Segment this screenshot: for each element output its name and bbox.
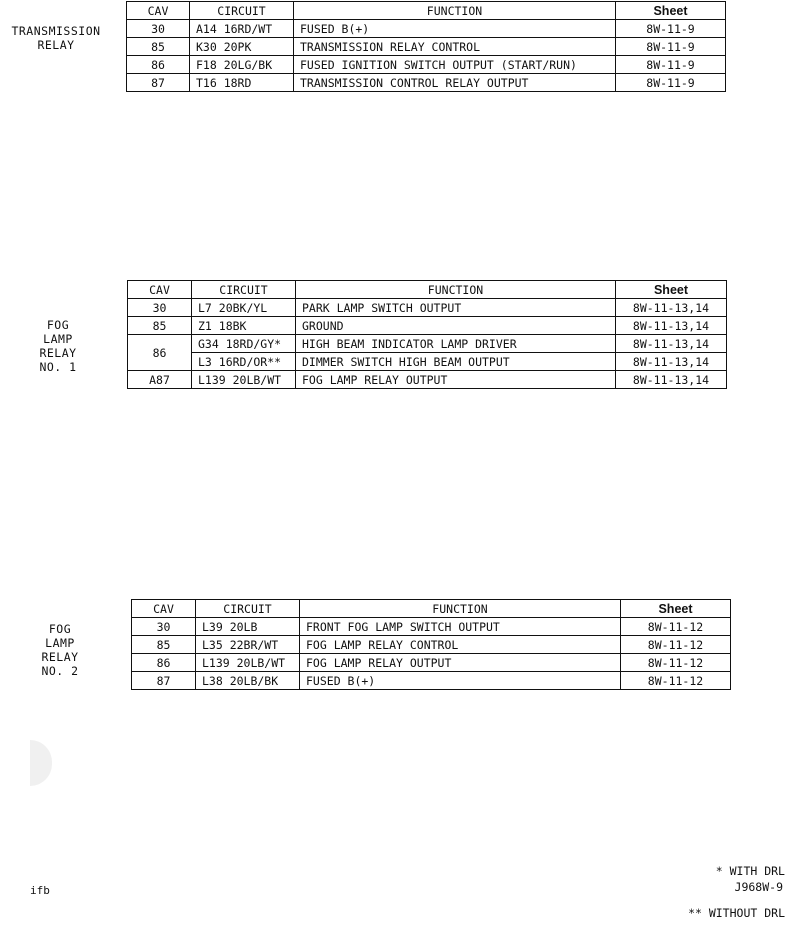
function-cell: TRANSMISSION RELAY CONTROL [294, 38, 616, 56]
sheet-cell: 8W-11-9 [616, 56, 726, 74]
sheet-cell: 8W-11-9 [616, 38, 726, 56]
function-cell: PARK LAMP SWITCH OUTPUT [296, 299, 616, 317]
table-row [132, 654, 731, 672]
table-row [128, 371, 727, 389]
cav-header: CAV [128, 281, 192, 299]
fog-lamp-relay-2-label: FOG LAMP RELAY NO. 2 [41, 622, 79, 678]
circuit-header: CIRCUIT [190, 2, 294, 20]
table-row [128, 353, 727, 371]
circuit-cell: L7 20BK/YL [192, 299, 296, 317]
sheet-cell: 8W-11-9 [616, 74, 726, 92]
table-header-row [127, 2, 726, 20]
cav-cell: 86 [132, 654, 196, 672]
circuit-cell: T16 18RD [190, 74, 294, 92]
table-row [127, 74, 726, 92]
sheet-cell: 8W-11-13,14 [616, 371, 727, 389]
table-row [132, 636, 731, 654]
cav-cell: 30 [128, 299, 192, 317]
fog-lamp-relay-1-label: FOG LAMP RELAY NO. 1 [39, 318, 77, 374]
function-cell: TRANSMISSION CONTROL RELAY OUTPUT [294, 74, 616, 92]
table-row [128, 335, 727, 353]
function-cell: HIGH BEAM INDICATOR LAMP DRIVER [296, 335, 616, 353]
cav-cell: 87 [132, 672, 196, 690]
sheet-cell: 8W-11-13,14 [616, 299, 727, 317]
sheet-cell: 8W-11-13,14 [616, 353, 727, 371]
function-header: FUNCTION [294, 2, 616, 20]
cav-header: CAV [132, 600, 196, 618]
transmission-relay-label: TRANSMISSION RELAY [11, 24, 101, 52]
table-row [127, 20, 726, 38]
circuit-cell: L38 20LB/BK [196, 672, 300, 690]
function-cell: FRONT FOG LAMP SWITCH OUTPUT [300, 618, 621, 636]
cav-header: CAV [127, 2, 190, 20]
function-cell: FUSED B(+) [300, 672, 621, 690]
transmission-relay-table [126, 1, 726, 92]
circuit-cell: L39 20LB [196, 618, 300, 636]
function-cell: FOG LAMP RELAY CONTROL [300, 636, 621, 654]
figure-id: J968W-9 [734, 880, 783, 894]
function-header: FUNCTION [300, 600, 621, 618]
function-header: FUNCTION [296, 281, 616, 299]
circuit-cell: L3 16RD/OR** [192, 353, 296, 371]
legend-without-drl: ** WITHOUT DRL [688, 906, 785, 920]
cav-cell: A87 [128, 371, 192, 389]
cav-cell: 85 [127, 38, 190, 56]
table-header-row [128, 281, 727, 299]
circuit-cell: L35 22BR/WT [196, 636, 300, 654]
table-row [127, 56, 726, 74]
table-row [132, 672, 731, 690]
function-cell: DIMMER SWITCH HIGH BEAM OUTPUT [296, 353, 616, 371]
sheet-header: Sheet [616, 281, 727, 299]
sheet-cell: 8W-11-12 [621, 618, 731, 636]
circuit-cell: K30 20PK [190, 38, 294, 56]
circuit-cell: G34 18RD/GY* [192, 335, 296, 353]
function-cell: FUSED B(+) [294, 20, 616, 38]
function-cell: FUSED IGNITION SWITCH OUTPUT (START/RUN) [294, 56, 616, 74]
table-row [132, 618, 731, 636]
cav-cell: 85 [132, 636, 196, 654]
function-cell: GROUND [296, 317, 616, 335]
cav-cell: 87 [127, 74, 190, 92]
function-cell: FOG LAMP RELAY OUTPUT [300, 654, 621, 672]
table-header-row [132, 600, 731, 618]
table-row [127, 38, 726, 56]
legend-with-drl: * WITH DRL [715, 864, 785, 878]
cav-cell: 86 [128, 335, 192, 371]
sheet-cell: 8W-11-12 [621, 672, 731, 690]
sheet-header: Sheet [621, 600, 731, 618]
table-row [128, 299, 727, 317]
circuit-cell: A14 16RD/WT [190, 20, 294, 38]
sheet-header: Sheet [616, 2, 726, 20]
cav-cell: 30 [132, 618, 196, 636]
circuit-cell: L139 20LB/WT [196, 654, 300, 672]
table-row [128, 317, 727, 335]
sheet-cell: 8W-11-12 [621, 636, 731, 654]
fog-lamp-relay-2-table [131, 599, 731, 690]
function-cell: FOG LAMP RELAY OUTPUT [296, 371, 616, 389]
sheet-cell: 8W-11-9 [616, 20, 726, 38]
sheet-cell: 8W-11-13,14 [616, 335, 727, 353]
cav-cell: 85 [128, 317, 192, 335]
footer-left-mark: ifb [30, 884, 50, 897]
sheet-cell: 8W-11-13,14 [616, 317, 727, 335]
circuit-header: CIRCUIT [192, 281, 296, 299]
cav-cell: 30 [127, 20, 190, 38]
fog-lamp-relay-1-table [127, 280, 727, 389]
sheet-cell: 8W-11-12 [621, 654, 731, 672]
cav-cell: 86 [127, 56, 190, 74]
circuit-header: CIRCUIT [196, 600, 300, 618]
circuit-cell: F18 20LG/BK [190, 56, 294, 74]
circuit-cell: L139 20LB/WT [192, 371, 296, 389]
circuit-cell: Z1 18BK [192, 317, 296, 335]
scan-smudge [30, 740, 52, 786]
